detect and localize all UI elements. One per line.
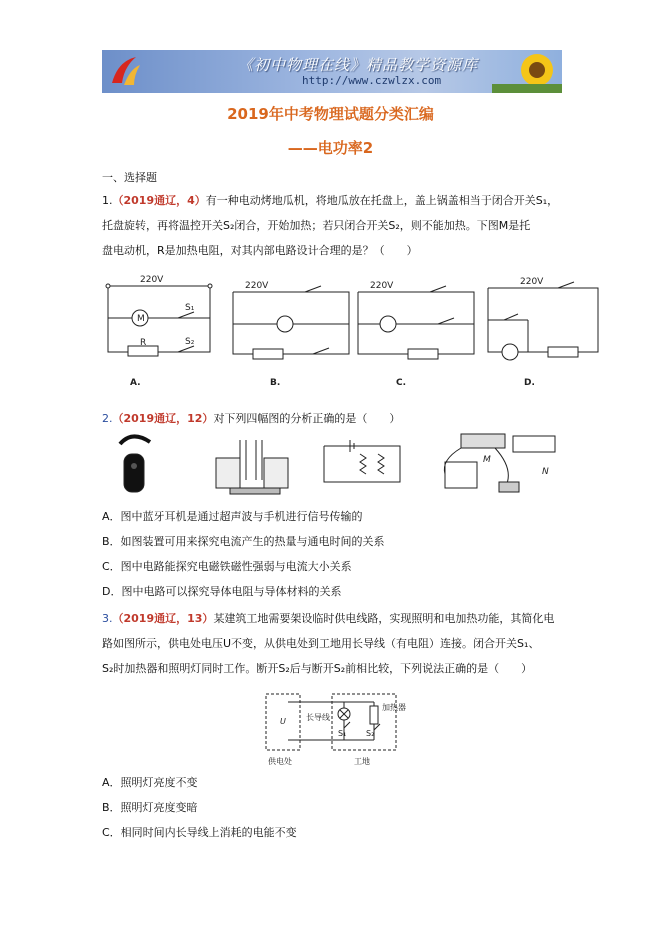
heat-experiment-icon — [216, 440, 288, 494]
q2-option-a[interactable]: A．图中蓝牙耳机是通过超声波与手机进行信号传输的 — [102, 510, 363, 523]
q2-option-b[interactable]: B．如图装置可用来探究电流产生的热量与通电时间的关系 — [102, 535, 385, 548]
logo-icon — [106, 53, 144, 90]
q1-line2: 托盘旋转，再将温控开关S₂闭合，开始加热；若只闭合开关S₂，则不能加热。下图M是托 — [102, 219, 531, 232]
label-n: N — [542, 467, 549, 477]
motor-icon — [380, 316, 396, 332]
label-q3-s1: S₁ — [338, 729, 347, 738]
q3-number: 3. — [102, 612, 113, 625]
q1-line1 — [102, 194, 558, 208]
q3-circuit — [262, 690, 406, 770]
header-banner — [102, 50, 562, 93]
q3-line2: 路如图所示，供电处电压U不变，从供电处到工地用长导线（有电阻）连接。闭合开关S₁、 — [102, 637, 540, 650]
bluetooth-earphone-icon — [120, 436, 150, 492]
q3-source: （2019通辽，13） — [112, 612, 214, 625]
circuit-d — [488, 282, 598, 360]
motor-icon — [502, 344, 518, 360]
label-supply: 供电处 — [268, 757, 292, 766]
page-title: 2019年中考物理试题分类汇编 — [227, 105, 434, 123]
label-u: U — [280, 717, 286, 726]
section-heading: 一、选择题 — [102, 171, 157, 184]
label-wire: 长导线 — [306, 713, 330, 722]
banner-url[interactable]: http://www.czwlzx.com — [302, 74, 442, 87]
label-motor: M — [137, 314, 145, 324]
q1-text1: 有一种电动烤地瓜机，将地瓜放在托盘上，盖上锅盖相当于闭合开关S₁， — [205, 194, 559, 207]
electromagnet-circuit-icon — [324, 440, 400, 482]
banner-name: 《初中物理在线》精品教学资源库 — [238, 56, 479, 74]
label-voltage-d: 220V — [520, 277, 544, 287]
q1-option-a[interactable]: A. — [130, 378, 141, 388]
circuit-c — [358, 286, 474, 359]
q3-line1 — [102, 612, 554, 626]
q1-number: 1. — [102, 194, 113, 207]
label-voltage-c: 220V — [370, 281, 394, 291]
q2-option-d[interactable]: D．图中电路可以探究导体电阻与导体材料的关系 — [102, 585, 342, 598]
q2-text: 对下列四幅图的分析正确的是（ ） — [213, 412, 401, 425]
label-site: 工地 — [354, 757, 370, 766]
label-voltage: 220V — [140, 275, 164, 285]
label-resistor: R — [140, 338, 147, 348]
q1-option-d[interactable]: D. — [524, 378, 535, 388]
q2-number: 2. — [102, 412, 113, 425]
sunflower-icon — [492, 50, 562, 93]
resistor-icon — [253, 349, 283, 359]
circuit-b — [233, 286, 349, 359]
q3-text1: 某建筑工地需要架设临时供电线路，实现照明和电加热功能，其简化电 — [213, 612, 555, 625]
q3-line3: S₂时加热器和照明灯同时工作。断开S₂后与断开S₂前相比较，下列说法正确的是（ ） — [102, 662, 533, 675]
q3-option-c[interactable]: C．相同时间内长导线上消耗的电能不变 — [102, 826, 297, 839]
resistance-experiment-icon — [444, 434, 555, 492]
q1-circuits — [100, 270, 610, 390]
q1-source: （2019通辽，4） — [112, 194, 206, 207]
label-heater: 加热器 — [382, 703, 406, 712]
heater-icon — [370, 706, 378, 724]
q1-line3: 盘电动机，R是加热电阻，对其内部电路设计合理的是？（ ） — [102, 244, 418, 257]
label-s2: S₂ — [185, 337, 195, 347]
resistor-icon — [548, 347, 578, 357]
label-q3-s2: S₂ — [366, 729, 375, 738]
label-m: M — [483, 455, 491, 465]
motor-icon — [277, 316, 293, 332]
circuit-a — [106, 284, 212, 356]
q2-figures — [110, 430, 560, 500]
q2-source: （2019通辽，12） — [112, 412, 214, 425]
q3-option-b[interactable]: B．照明灯亮度变暗 — [102, 801, 198, 814]
q1-option-b[interactable]: B. — [270, 378, 281, 388]
label-s1: S₁ — [185, 303, 195, 313]
q1-option-c[interactable]: C. — [396, 378, 407, 388]
q2-option-c[interactable]: C．图中电路能探究电磁铁磁性强弱与电流大小关系 — [102, 560, 352, 573]
resistor-icon — [408, 349, 438, 359]
q3-option-a[interactable]: A．照明灯亮度不变 — [102, 776, 198, 789]
page-subtitle: ——电功率2 — [287, 139, 374, 157]
label-voltage-b: 220V — [245, 281, 269, 291]
q2-stem — [102, 412, 400, 426]
